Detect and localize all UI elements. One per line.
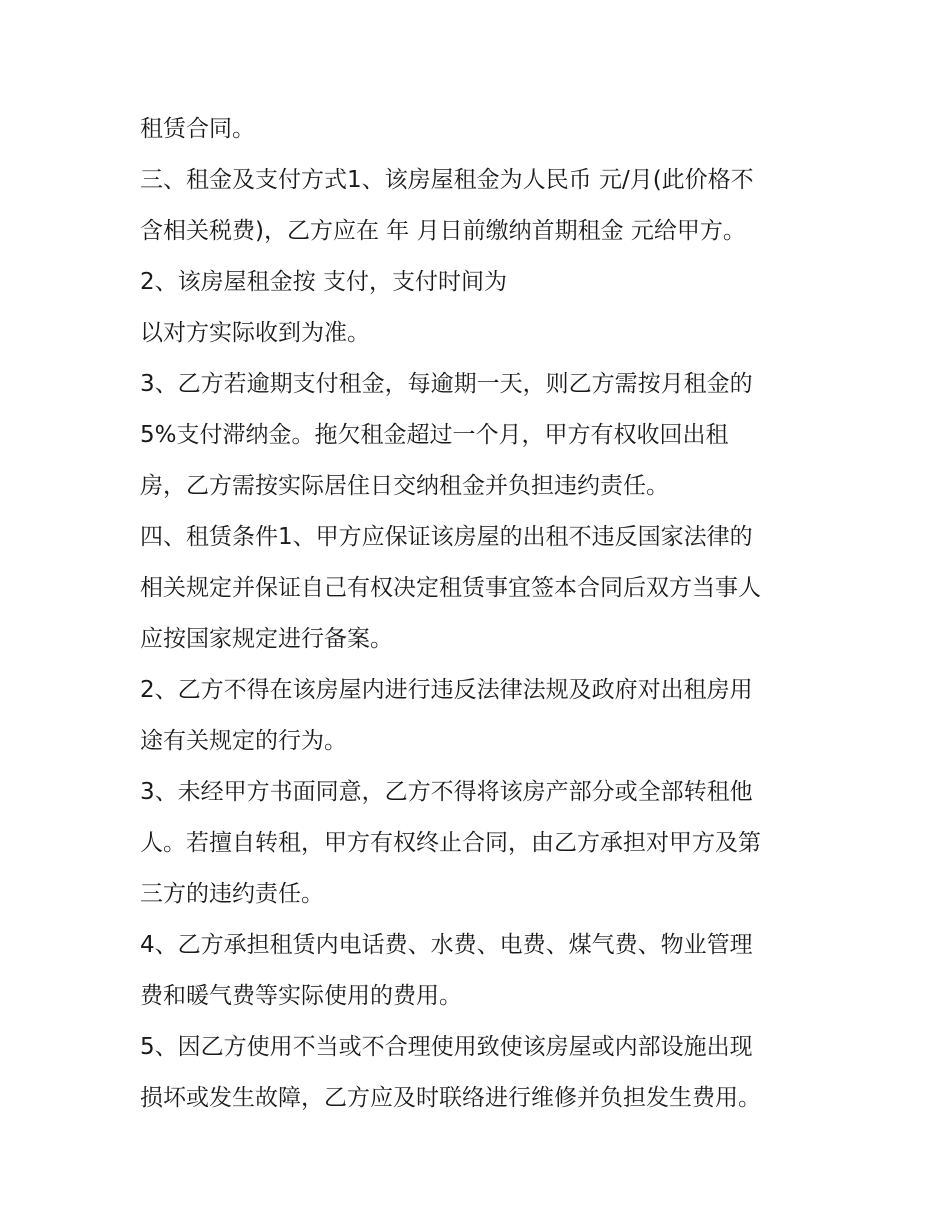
text-line: 以对方实际收到为准。: [140, 320, 370, 346]
text-line: 应按国家规定进行备案。: [140, 626, 393, 652]
text-line: 费和暖气费等实际使用的费用。: [140, 983, 462, 1009]
text-line: 租赁合同。: [140, 116, 255, 142]
contract-text: [140, 104, 830, 1124]
text-line: 四、租赁条件1、甲方应保证该房屋的出租不违反国家法律的: [140, 524, 753, 550]
text-line: 2、该房屋租金按 支付，支付时间为: [140, 269, 507, 295]
text-line: 5、因乙方使用不当或不合理使用致使该房屋或内部设施出现: [140, 1034, 753, 1060]
text-line: 房，乙方需按实际居住日交纳租金并负担违约责任。: [140, 473, 669, 499]
text-line: 三、租金及支付方式1、该房屋租金为人民币 元/月(此价格不: [140, 167, 754, 193]
text-line: 途有关规定的行为。: [140, 728, 347, 754]
text-line: 4、乙方承担租赁内电话费、水费、电费、煤气费、物业管理: [140, 932, 753, 958]
text-line: 人。若擅自转租，甲方有权终止合同，由乙方承担对甲方及第: [140, 830, 761, 856]
text-line: 5%支付滞纳金。拖欠租金超过一个月，甲方有权收回出租: [140, 422, 729, 448]
text-line: 含相关税费)，乙方应在 年 月日前缴纳首期租金 元给甲方。: [140, 218, 746, 244]
text-line: 相关规定并保证自己有权决定租赁事宜签本合同后双方当事人: [140, 575, 761, 601]
text-line: 三方的违约责任。: [140, 881, 324, 907]
text-line: 3、未经甲方书面同意，乙方不得将该房产部分或全部转租他: [140, 779, 753, 805]
text-line: 损坏或发生故障，乙方应及时联络进行维修并负担发生费用。: [140, 1085, 761, 1111]
text-line: 3、乙方若逾期支付租金，每逾期一天，则乙方需按月租金的: [140, 371, 753, 397]
text-line: 2、乙方不得在该房屋内进行违反法律法规及政府对出租房用: [140, 677, 753, 703]
